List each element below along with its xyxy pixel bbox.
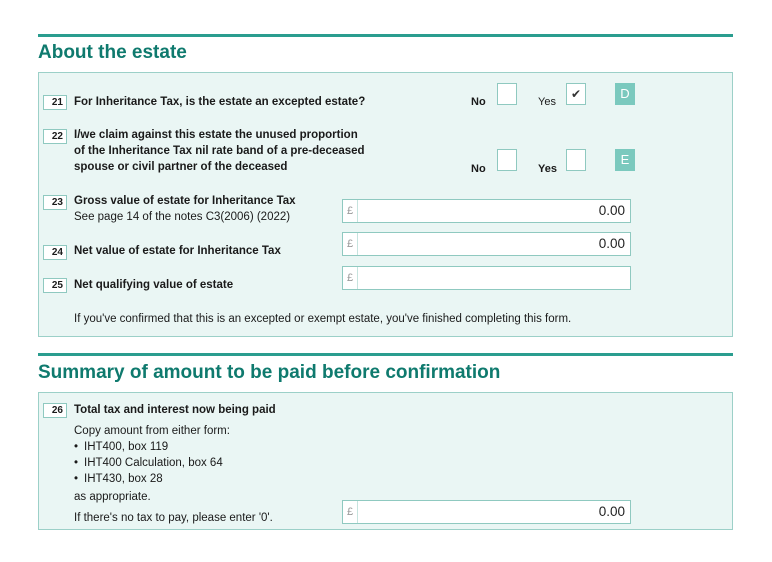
question-24-label: Net value of estate for Inheritance Tax (74, 245, 281, 257)
pound-sign: £ (343, 501, 358, 523)
q22-section-badge: E (615, 149, 635, 171)
box-number-23: 23 (43, 195, 67, 210)
pound-sign: £ (343, 200, 358, 222)
net-value-amount: 0.00 (598, 236, 625, 251)
section-rule-about-estate (38, 34, 733, 37)
total-tax-input[interactable] (342, 500, 631, 524)
q21-section-badge: D (615, 83, 635, 105)
q21-no-checkbox[interactable] (497, 83, 517, 105)
question-22-label (74, 127, 365, 175)
q21-no-label: No (471, 96, 486, 108)
q21-yes-label: Yes (538, 96, 556, 108)
net-value-input[interactable] (342, 232, 631, 256)
section-title-summary: Summary of amount to be paid before confirmation (38, 362, 501, 383)
question-23-note: See page 14 of the notes C3(2006) (2022) (74, 211, 291, 223)
q22-yes-checkbox[interactable] (566, 149, 586, 171)
copy-amount-note: Copy amount from either form: (74, 425, 230, 437)
section-rule-summary (38, 353, 733, 356)
question-22-line-2: of the Inheritance Tax nil rate band of a pre-deceased (74, 145, 365, 157)
question-23-label: Gross value of estate for Inheritance Tax (74, 195, 296, 207)
q22-no-checkbox[interactable] (497, 149, 517, 171)
question-26-label: Total tax and interest now being paid (74, 404, 276, 416)
section-title-about-estate: About the estate (38, 42, 187, 63)
q21-yes-checkbox[interactable]: ✔ (566, 83, 586, 105)
q22-no-label: No (471, 163, 486, 175)
question-21-label: For Inheritance Tax, is the estate an excepted estate? (74, 96, 366, 108)
box-number-22: 22 (43, 129, 67, 144)
pound-sign: £ (343, 233, 358, 255)
net-qualifying-value-input[interactable] (342, 266, 631, 290)
zero-tax-note: If there's no tax to pay, please enter '0'. (74, 512, 273, 524)
excepted-estate-footer-note: If you've confirmed that this is an excepted or exempt estate, you've finished completing this form. (74, 313, 572, 325)
total-tax-amount: 0.00 (598, 504, 625, 519)
list-item: • IHT400, box 119 (74, 439, 223, 455)
list-item: • IHT430, box 28 (74, 471, 223, 487)
box-number-21: 21 (43, 95, 67, 110)
list-item: • IHT400 Calculation, box 64 (74, 455, 223, 471)
box-number-24: 24 (43, 245, 67, 260)
box-number-25: 25 (43, 278, 67, 293)
question-25-label: Net qualifying value of estate (74, 279, 234, 291)
pound-sign: £ (343, 267, 358, 289)
as-appropriate-note: as appropriate. (74, 491, 151, 503)
question-22-line-1: I/we claim against this estate the unused proportion (74, 129, 358, 141)
source-form-list (74, 439, 223, 487)
box-number-26: 26 (43, 403, 67, 418)
about-estate-panel (38, 72, 733, 337)
summary-panel (38, 392, 733, 530)
question-22-line-3: spouse or civil partner of the deceased (74, 161, 288, 173)
gross-value-input[interactable] (342, 199, 631, 223)
gross-value-amount: 0.00 (598, 203, 625, 218)
q22-yes-label: Yes (538, 163, 557, 175)
